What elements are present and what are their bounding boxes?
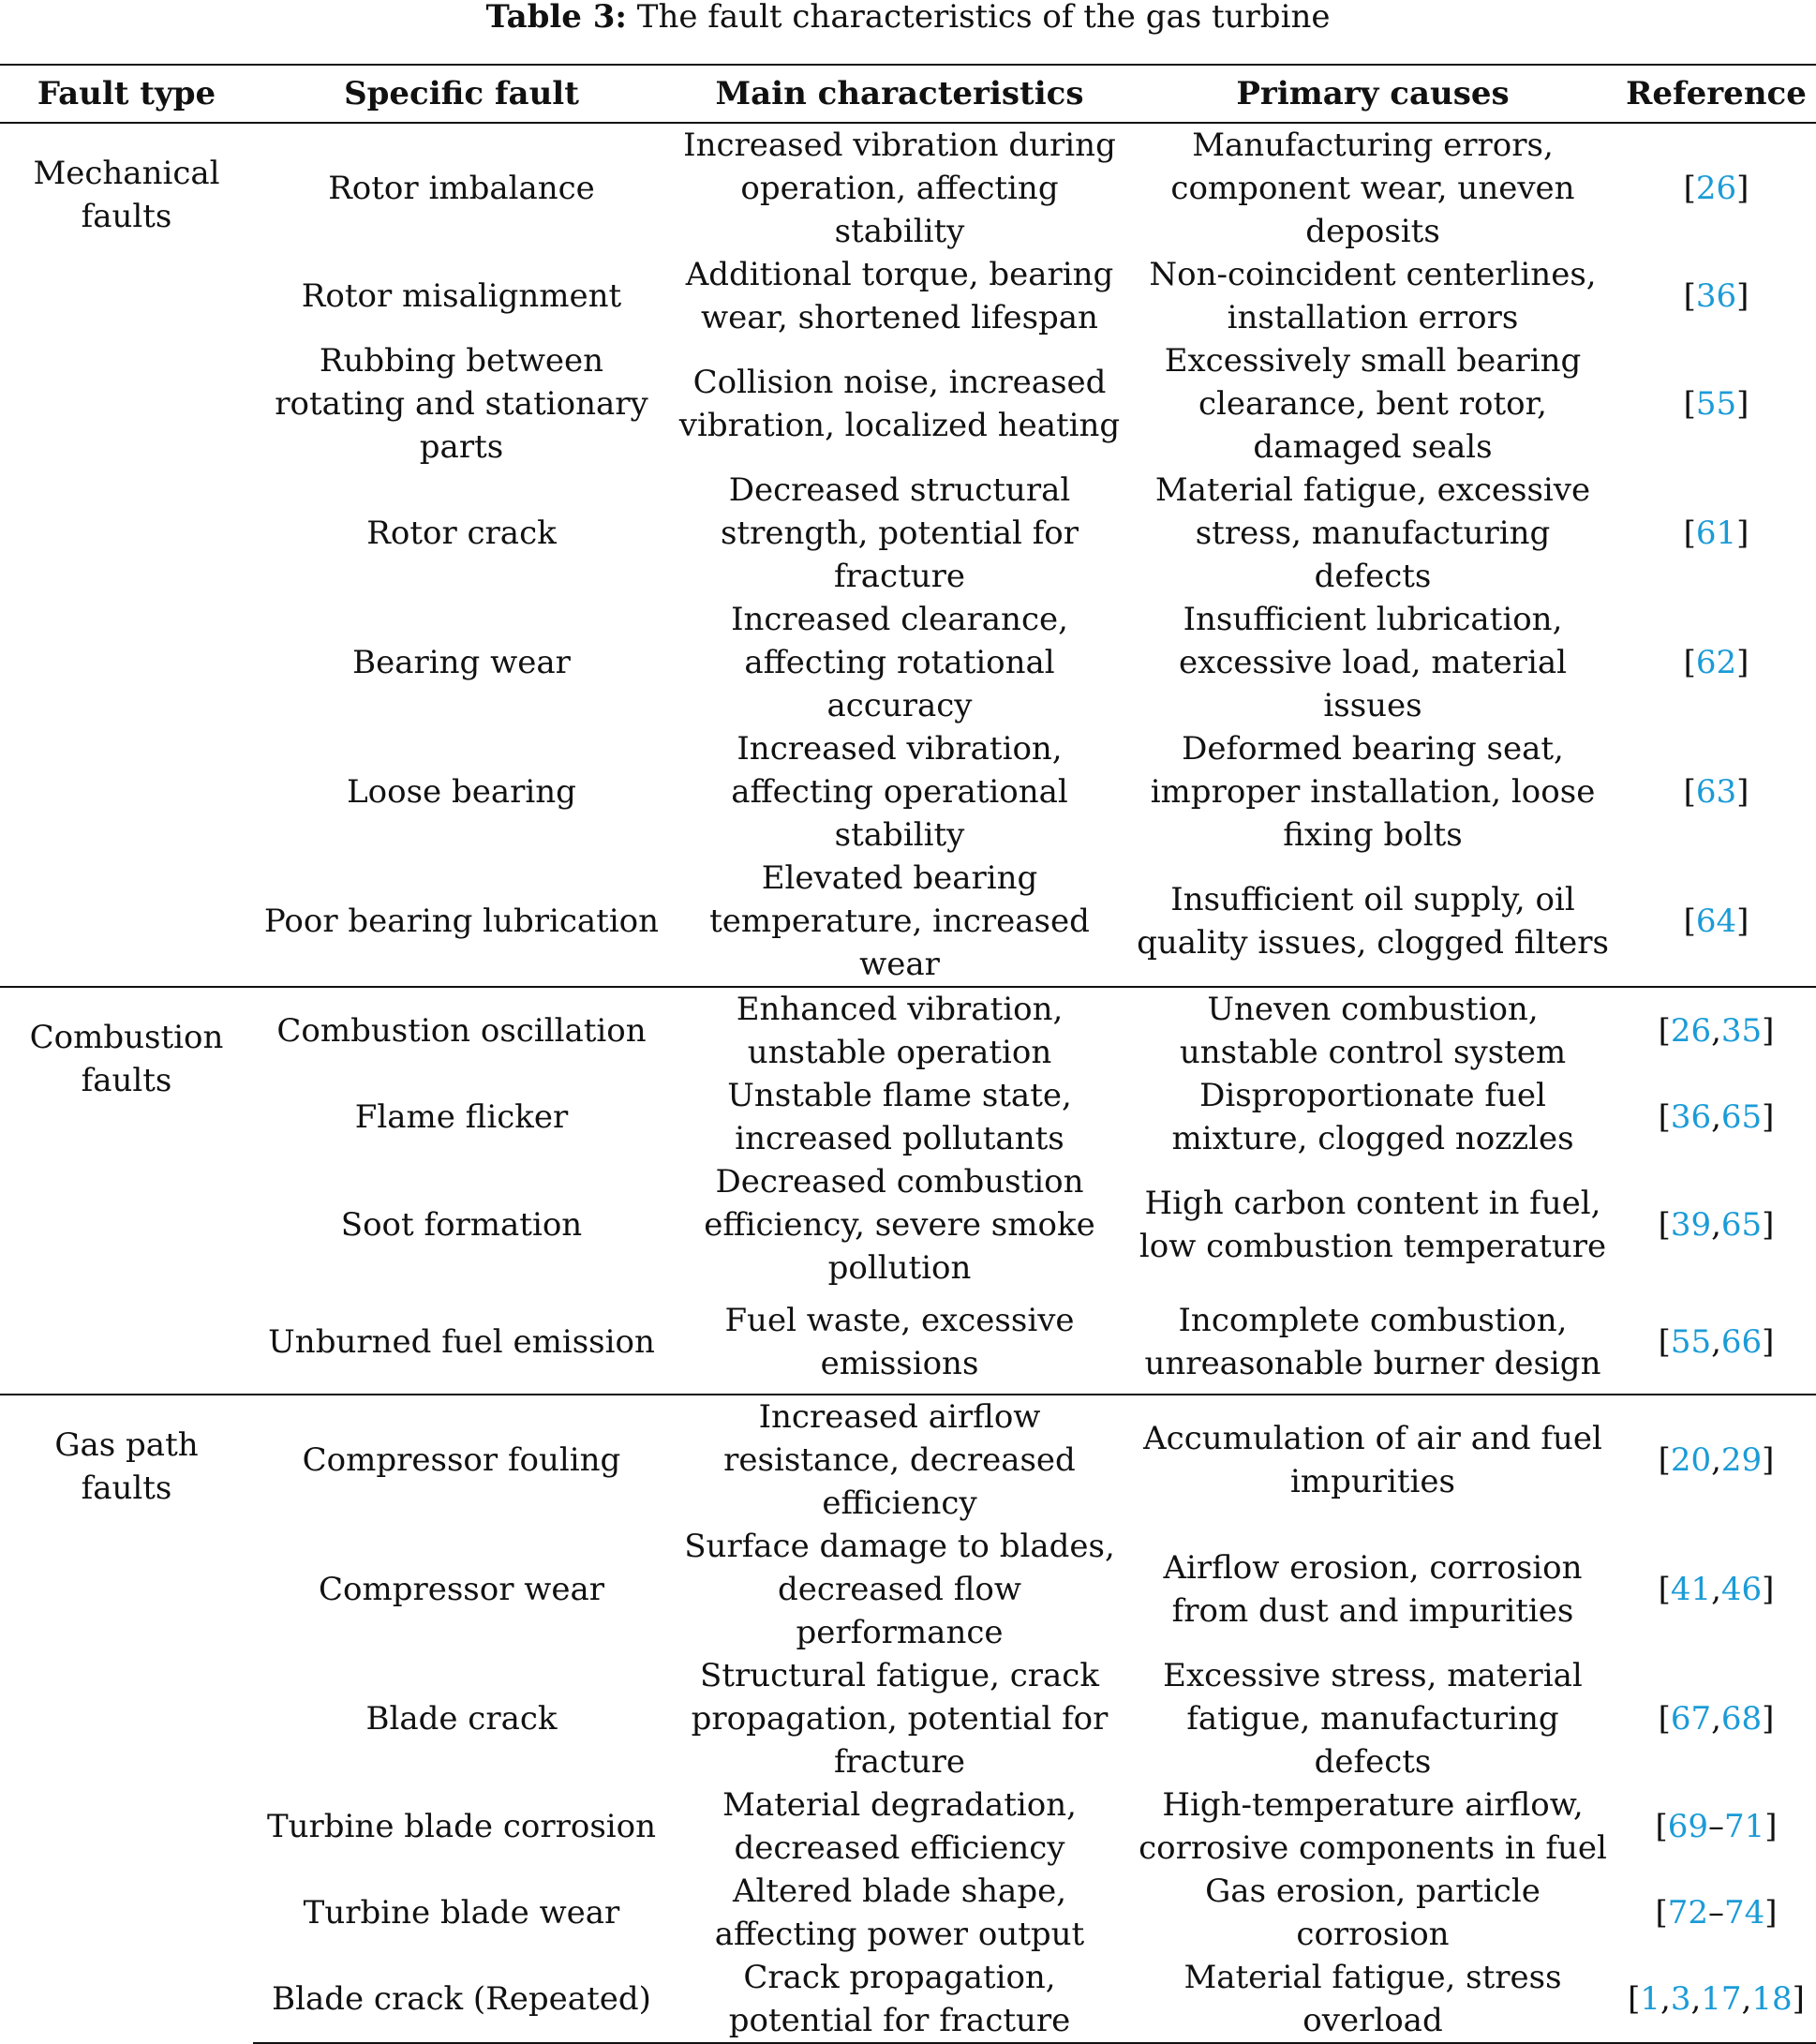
causes-cell: Airflow erosion, corrosion from dust and impurities — [1163, 1549, 1583, 1630]
reference-cell: [41,46] — [1658, 1571, 1775, 1608]
causes-cell: Insufficient lubrication, excessive load, material issues — [1179, 601, 1567, 724]
specific-fault-cell: Blade crack (Repeated) — [253, 1956, 670, 2043]
citation-link[interactable]: 36 — [1695, 277, 1737, 315]
table-row — [0, 123, 1816, 253]
causes-cell: High carbon content in fuel, low combustion temperature — [1139, 1185, 1607, 1265]
causes-cell: Gas erosion, particle corrosion — [1205, 1872, 1541, 1953]
table-caption — [0, 0, 1816, 34]
table-row — [0, 598, 1816, 727]
citation-link[interactable]: 69 — [1667, 1808, 1708, 1845]
table-row — [0, 253, 1816, 339]
citation-link[interactable]: 17 — [1701, 1980, 1742, 2018]
reference-cell: [36,65] — [1658, 1098, 1775, 1136]
characteristics-cell: Increased airflow resistance, decreased efficiency — [670, 1395, 1129, 1525]
citation-link[interactable]: 18 — [1751, 1980, 1793, 2018]
characteristics-cell: Additional torque, bearing wear, shortened lifespan — [685, 256, 1114, 336]
reference-cell: [39,65] — [1658, 1206, 1775, 1244]
citation-link[interactable]: 39 — [1670, 1206, 1712, 1244]
header-main-characteristics: Main characteristics — [670, 65, 1129, 123]
reference-cell: [63] — [1683, 773, 1749, 811]
citation-link[interactable]: 71 — [1724, 1808, 1765, 1845]
table-body — [0, 123, 1816, 2043]
characteristics-cell: Increased vibration during operation, affecting stability — [683, 127, 1116, 250]
specific-fault-cell: Bearing wear — [352, 644, 571, 681]
specific-fault-cell: Flame flicker — [354, 1098, 569, 1136]
specific-fault-cell: Rotor crack — [366, 515, 557, 552]
header-specific-fault: Specific fault — [253, 65, 670, 123]
characteristics-cell: Surface damage to blades, decreased flow performance — [684, 1528, 1115, 1651]
citation-link[interactable]: 55 — [1695, 385, 1737, 423]
specific-fault-cell: Poor bearing lubrication — [263, 903, 660, 940]
characteristics-cell: Decreased structural strength, potential for fracture — [720, 471, 1079, 595]
reference-cell: [55,66] — [1658, 1322, 1775, 1361]
citation-link[interactable]: 67 — [1670, 1700, 1712, 1738]
table-row — [0, 339, 1816, 469]
citation-link[interactable]: 72 — [1667, 1894, 1708, 1932]
characteristics-cell: Material degradation, decreased efficiency — [722, 1786, 1077, 1867]
citation-link[interactable]: 65 — [1720, 1206, 1763, 1244]
citation-link[interactable]: 1 — [1640, 1980, 1661, 2018]
characteristics-cell: Collision noise, increased vibration, localized heating — [678, 364, 1121, 444]
characteristics-cell: Crack propagation, potential for fracture — [670, 1956, 1129, 2043]
table-row — [0, 1870, 1816, 1956]
causes-cell: Material fatigue, stress overload — [1129, 1956, 1616, 2043]
reference-cell: [69–71] — [1655, 1808, 1778, 1845]
fault-table — [0, 64, 1816, 2044]
characteristics-cell: Decreased combustion efficiency, severe smoke pollution — [704, 1163, 1095, 1287]
citation-link[interactable]: 66 — [1720, 1322, 1763, 1361]
specific-fault-cell: Compressor fouling — [253, 1395, 670, 1525]
table-row — [0, 1160, 1816, 1290]
header-primary-causes: Primary causes — [1129, 65, 1616, 123]
fault-type-cell: Mechanical faults — [33, 155, 220, 235]
table-row — [0, 1525, 1816, 1654]
reference-cell: [1,3,17,18] — [1616, 1956, 1816, 2043]
table-row — [0, 1395, 1816, 1525]
table-row — [0, 1074, 1816, 1160]
table-row — [0, 1956, 1816, 2043]
citation-link[interactable]: 36 — [1670, 1098, 1712, 1136]
citation-link[interactable]: 64 — [1695, 903, 1737, 940]
specific-fault-cell: Combustion oscillation — [253, 987, 670, 1074]
reference-cell: [26,35] — [1616, 987, 1816, 1074]
table-row — [0, 987, 1816, 1074]
specific-fault-cell: Soot formation — [340, 1206, 583, 1244]
specific-fault-cell: Compressor wear — [318, 1571, 605, 1608]
causes-cell: Uneven combustion, unstable control system — [1129, 987, 1616, 1074]
specific-fault-cell: Rubbing between rotating and stationary parts — [275, 342, 648, 466]
causes-cell: Material fatigue, excessive stress, manufacturing defects — [1154, 471, 1591, 595]
characteristics-cell: Fuel waste, excessive emissions — [724, 1301, 1075, 1382]
characteristics-cell: Structural fatigue, crack propagation, potential for fracture — [691, 1657, 1109, 1781]
causes-cell: Deformed bearing seat, improper installation, loose fixing bolts — [1150, 730, 1596, 854]
reference-cell: [20,29] — [1616, 1395, 1816, 1525]
citation-link[interactable]: 55 — [1670, 1322, 1712, 1361]
citation-link[interactable]: 46 — [1720, 1571, 1763, 1608]
fault-type-cell: Gas path faults — [0, 1395, 253, 2043]
specific-fault-cell: Unburned fuel emission — [268, 1322, 655, 1361]
table-row — [0, 1290, 1816, 1395]
characteristics-cell: Increased clearance, affecting rotational accuracy — [731, 601, 1068, 724]
causes-cell: Non-coincident centerlines, installation errors — [1149, 256, 1597, 336]
citation-link[interactable]: 74 — [1724, 1894, 1765, 1932]
citation-link[interactable]: 26 — [1670, 1012, 1712, 1050]
citation-link[interactable]: 41 — [1670, 1571, 1712, 1608]
causes-cell: Manufacturing errors, component wear, uneven deposits — [1170, 127, 1575, 250]
caption-label: Table 3: — [485, 0, 627, 36]
specific-fault-cell: Rotor imbalance — [328, 170, 595, 207]
citation-link[interactable]: 62 — [1695, 644, 1737, 681]
table-row — [0, 727, 1816, 857]
characteristics-cell: Elevated bearing temperature, increased wear — [709, 859, 1090, 983]
fault-type-cell: Combustion faults — [0, 987, 253, 1395]
causes-cell: Accumulation of air and fuel impurities — [1129, 1395, 1616, 1525]
table-row — [0, 1783, 1816, 1870]
reference-cell: [62] — [1683, 644, 1749, 681]
header-row — [0, 65, 1816, 123]
table-row — [0, 857, 1816, 987]
table-row — [0, 469, 1816, 598]
citation-link[interactable]: 63 — [1695, 773, 1737, 811]
reference-cell: [72–74] — [1655, 1894, 1778, 1932]
citation-link[interactable]: 26 — [1695, 170, 1737, 207]
causes-cell: Insufficient oil supply, oil quality issues, clogged filters — [1137, 881, 1609, 962]
table-row — [0, 1654, 1816, 1783]
reference-cell: [55] — [1683, 385, 1749, 423]
specific-fault-cell: Turbine blade wear — [303, 1894, 620, 1932]
characteristics-cell: Unstable flame state, increased pollutants — [727, 1077, 1072, 1157]
specific-fault-cell: Turbine blade corrosion — [266, 1808, 657, 1845]
reference-cell: [67,68] — [1658, 1700, 1775, 1738]
citation-link[interactable]: 68 — [1720, 1700, 1763, 1738]
causes-cell: Disproportionate fuel mixture, clogged nozzles — [1171, 1077, 1574, 1157]
specific-fault-cell: Loose bearing — [347, 773, 576, 811]
characteristics-cell: Increased vibration, affecting operational stability — [731, 730, 1068, 854]
reference-cell: [61] — [1683, 515, 1749, 552]
citation-link[interactable]: 3 — [1670, 1980, 1691, 2018]
reference-cell: [36] — [1683, 277, 1749, 315]
specific-fault-cell: Blade crack — [365, 1700, 558, 1738]
header-reference: Reference — [1616, 65, 1816, 123]
reference-cell: [26] — [1683, 170, 1749, 207]
characteristics-cell: Altered blade shape, affecting power output — [714, 1872, 1085, 1953]
table-header — [0, 65, 1816, 123]
characteristics-cell: Enhanced vibration, unstable operation — [670, 987, 1129, 1074]
citation-link[interactable]: 20 — [1670, 1441, 1712, 1479]
causes-cell: Incomplete combustion, unreasonable burner design — [1144, 1301, 1601, 1382]
citation-link[interactable]: 35 — [1720, 1012, 1763, 1050]
causes-cell: Excessively small bearing clearance, bent rotor, damaged seals — [1164, 342, 1582, 466]
specific-fault-cell: Rotor misalignment — [301, 277, 622, 315]
causes-cell: High-temperature airflow, corrosive components in fuel — [1139, 1786, 1607, 1867]
caption-text: The fault characteristics of the gas turbine — [636, 0, 1331, 36]
citation-link[interactable]: 29 — [1720, 1441, 1763, 1479]
citation-link[interactable]: 61 — [1695, 515, 1737, 552]
causes-cell: Excessive stress, material fatigue, manufacturing defects — [1163, 1657, 1583, 1781]
reference-cell: [64] — [1683, 903, 1749, 940]
header-fault-type: Fault type — [0, 65, 253, 123]
citation-link[interactable]: 65 — [1720, 1098, 1763, 1136]
